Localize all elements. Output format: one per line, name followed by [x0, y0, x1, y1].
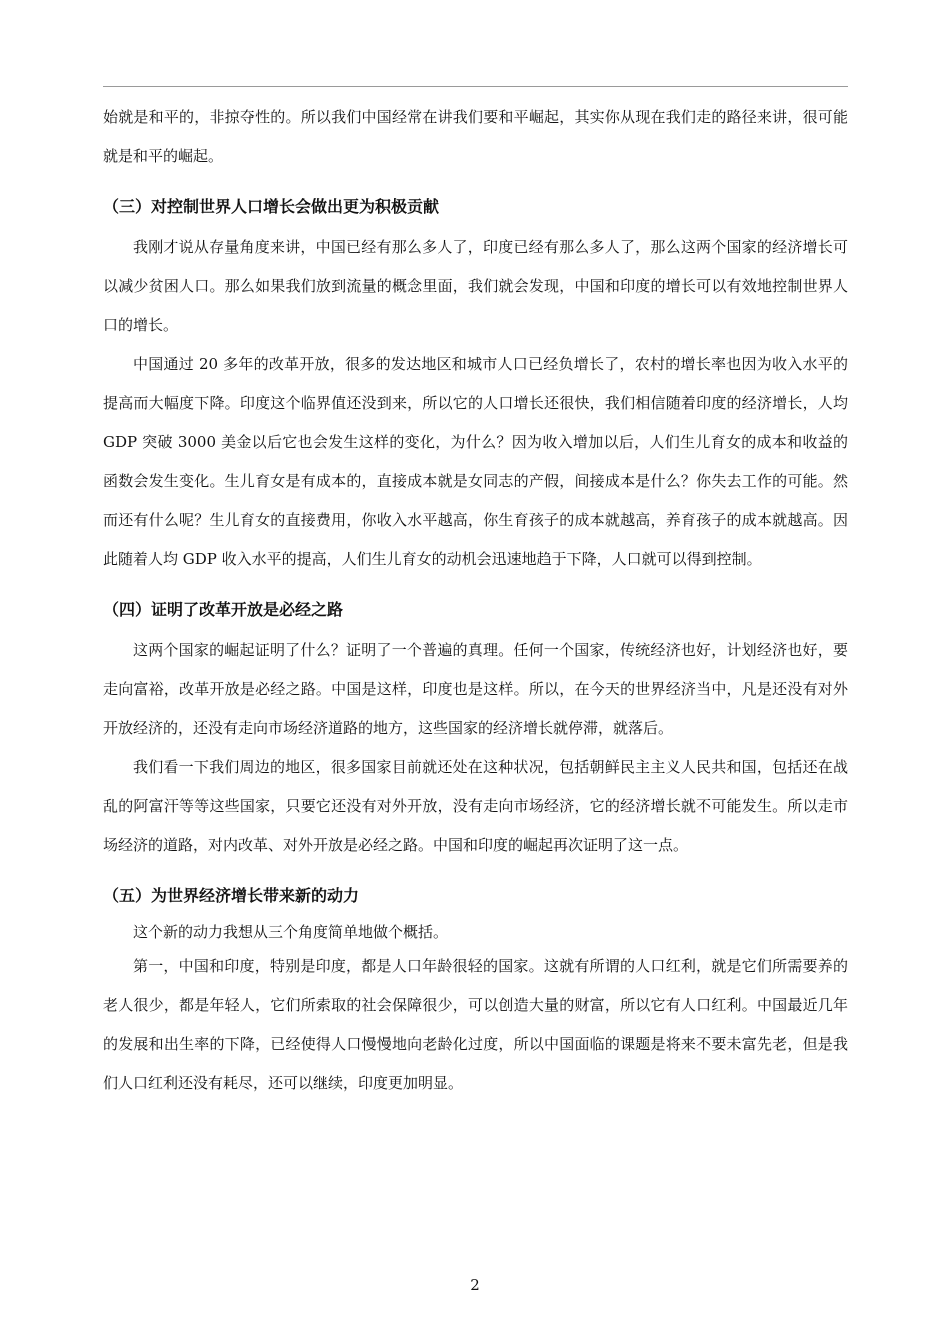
section-heading-3: （三）对控制世界人口增长会做出更为积极贡献 [103, 197, 440, 216]
section-heading-5: （五）为世界经济增长带来新的动力 [103, 886, 360, 905]
paragraph-continuation: 始就是和平的，非掠夺性的。所以我们中国经常在讲我们要和平崛起，其实你从现在我们走的路径来讲，很可能就是和平的崛起。 [103, 108, 848, 165]
paragraph: 这两个国家的崛起证明了什么？证明了一个普遍的真理。任何一个国家，传统经济也好，计划经济也好，要走向富裕，改革开放是必经之路。中国是这样，印度也是这样。所以，在今天的世界经济当中，凡是还没有对外开放经济的，还没有走向市场经济道路的地方，这些国家的经济增长就停滞，就落后。 [103, 641, 848, 737]
paragraph: 我刚才说从存量角度来讲，中国已经有那么多人了，印度已经有那么多人了，那么这两个国家的经济增长可以减少贫困人口。那么如果我们放到流量的概念里面，我们就会发现，中国和印度的增长可以有效地控制世界人口的增长。 [103, 238, 848, 334]
document-body [103, 98, 848, 1103]
page-number: 2 [470, 1276, 480, 1294]
paragraph: 第一，中国和印度，特别是印度，都是人口年龄很轻的国家。这就有所谓的人口红利，就是它们所需要养的老人很少，都是年轻人，它们所索取的社会保障很少，可以创造大量的财富，所以它有人口红利。中国最近几年的发展和出生率的下降，已经使得人口慢慢地向老龄化过度，所以中国面临的课题是将来不要未富先老，但是我们人口红利还没有耗尽，还可以继续，印度更加明显。 [103, 957, 848, 1092]
paragraph: 中国通过 20 多年的改革开放，很多的发达地区和城市人口已经负增长了，农村的增长率也因为收入水平的提高而大幅度下降。印度这个临界值还没到来，所以它的人口增长还很快，我们相信随着印度的经济增长，人均 GDP 突破 3000 美金以后它也会发生这样的变化，为什么？因为收入增加以后，人们生儿育女的成本和收益的函数会发生变化。生儿育女是有成本的，直接成本就是女同志的产假，间接成本是什么？你失去工作的可能。然而还有什么呢？生儿育女的直接费用，你收入水平越高，你生育孩子的成本就越高，养育孩子的成本就越高。因此随着人均 GDP 收入水平的提高，人们生儿育女的动机会迅速地趋于下降，人口就可以得到控制。 [103, 355, 848, 568]
header-rule [103, 86, 848, 87]
paragraph: 这个新的动力我想从三个角度简单地做个概括。 [133, 923, 449, 941]
section-heading-4: （四）证明了改革开放是必经之路 [103, 600, 344, 619]
paragraph: 我们看一下我们周边的地区，很多国家目前就还处在这种状况，包括朝鲜民主主义人民共和国，包括还在战乱的阿富汗等等这些国家，只要它还没有对外开放，没有走向市场经济，它的经济增长就不可能发生。所以走市场经济的道路，对内改革、对外开放是必经之路。中国和印度的崛起再次证明了这一点。 [103, 758, 848, 854]
